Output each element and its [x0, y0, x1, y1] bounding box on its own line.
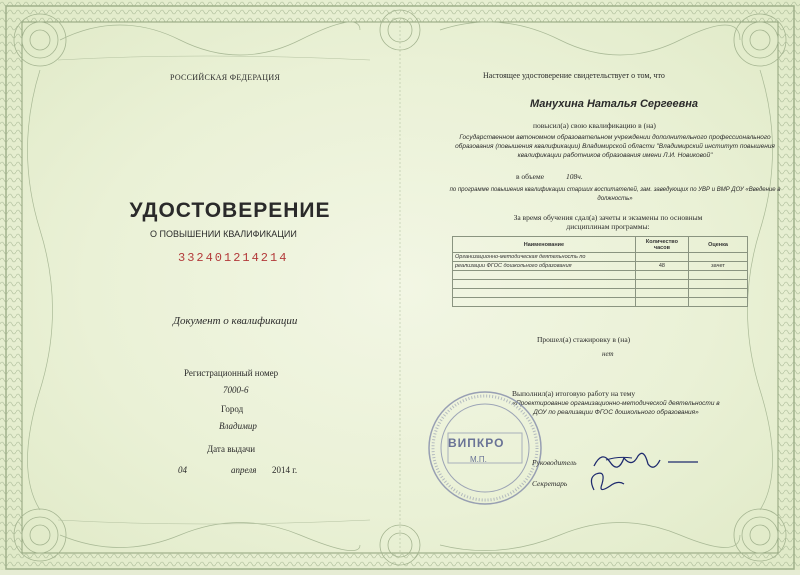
certificate-subtitle: О ПОВЫШЕНИИ КВАЛИФИКАЦИИ — [150, 229, 297, 239]
issue-date-label: Дата выдачи — [207, 444, 256, 454]
course-name — [453, 271, 636, 280]
table-row — [453, 280, 748, 289]
course-grade — [688, 298, 747, 307]
table-header-row — [453, 237, 748, 253]
course-name: реализации ФГОС дошкольного образования — [453, 262, 636, 271]
city-value: Владимир — [219, 421, 257, 431]
certificate-title: УДОСТОВЕРЕНИЕ — [129, 199, 331, 222]
courses-table — [452, 236, 748, 307]
issue-date-year: 2014 г. — [272, 465, 298, 475]
course-name — [453, 298, 636, 307]
course-name — [453, 280, 636, 289]
course-grade: зачет — [688, 262, 747, 271]
final-work-label: Выполнил(а) итоговую работу на тему — [512, 389, 636, 398]
head-signature-label: Руководитель — [532, 458, 577, 467]
page-edge — [0, 570, 800, 575]
internship-label: Прошел(а) стажировку в (на) — [537, 335, 631, 344]
intro-text: Настоящее удостоверение свидетельствует о том, что — [483, 71, 665, 80]
certificate-number: 332401214214 — [178, 251, 289, 265]
final-work-topic: «Проектирование организационно-методической деятельности в ДОУ по реализации ФГОС дошкольного образования» — [512, 400, 720, 416]
course-name — [453, 289, 636, 298]
issue-date-day: 04 — [178, 465, 187, 475]
qualification-label: повысил(а) свою квалификацию в (на) — [533, 121, 656, 130]
secretary-signature-label: Секретарь — [532, 479, 568, 488]
course-hours — [635, 280, 688, 289]
course-hours — [635, 253, 688, 262]
organization-name: Государственном автономном образовательном учреждении дополнительного профессионального образования (повышения квалификации) Владимирской области "Владимирский институт повышения квалификации работников образования имени Л.И. Новиковой" — [455, 134, 775, 159]
course-hours — [635, 289, 688, 298]
city-label: Город — [221, 404, 244, 414]
secretary-signature — [580, 468, 640, 498]
course-grade — [688, 289, 747, 298]
column-header: Наименование — [453, 237, 636, 253]
table-row — [453, 289, 748, 298]
volume-value: 108ч. — [566, 172, 583, 181]
course-name: Организационно-методическая деятельность по — [453, 253, 636, 262]
stamp-mp: М.П. — [470, 455, 487, 464]
course-hours: 48 — [635, 262, 688, 271]
document-type: Документ о квалификации — [173, 315, 298, 327]
internship-value: нет — [602, 350, 614, 358]
volume-label: в объеме — [516, 172, 545, 181]
course-grade — [688, 280, 747, 289]
table-row — [453, 298, 748, 307]
course-hours — [635, 271, 688, 280]
course-grade — [688, 271, 747, 280]
stamp-label: ВИПКРО — [448, 436, 505, 450]
column-header: Оценка — [688, 237, 747, 253]
program-name: по программе повышения квалификации старших воспитателей, зам. заведующих по УВР и ВМР ДОУ «Введение в должность» — [449, 187, 781, 202]
column-header: Количество часов — [635, 237, 688, 253]
table-row — [453, 262, 748, 271]
table-row — [453, 253, 748, 262]
registration-number: 7000-6 — [223, 385, 249, 395]
registration-label: Регистрационный номер — [184, 368, 279, 378]
exams-label: За время обучения сдал(а) зачеты и экзамены по основным дисциплинам программы: — [513, 213, 703, 231]
issue-date-month: апреля — [231, 465, 257, 475]
holder-name: Манухина Наталья Сергеевна — [530, 98, 698, 110]
table-row — [453, 271, 748, 280]
course-grade — [688, 253, 747, 262]
course-hours — [635, 298, 688, 307]
country-label: РОССИЙСКАЯ ФЕДЕРАЦИЯ — [170, 73, 281, 82]
